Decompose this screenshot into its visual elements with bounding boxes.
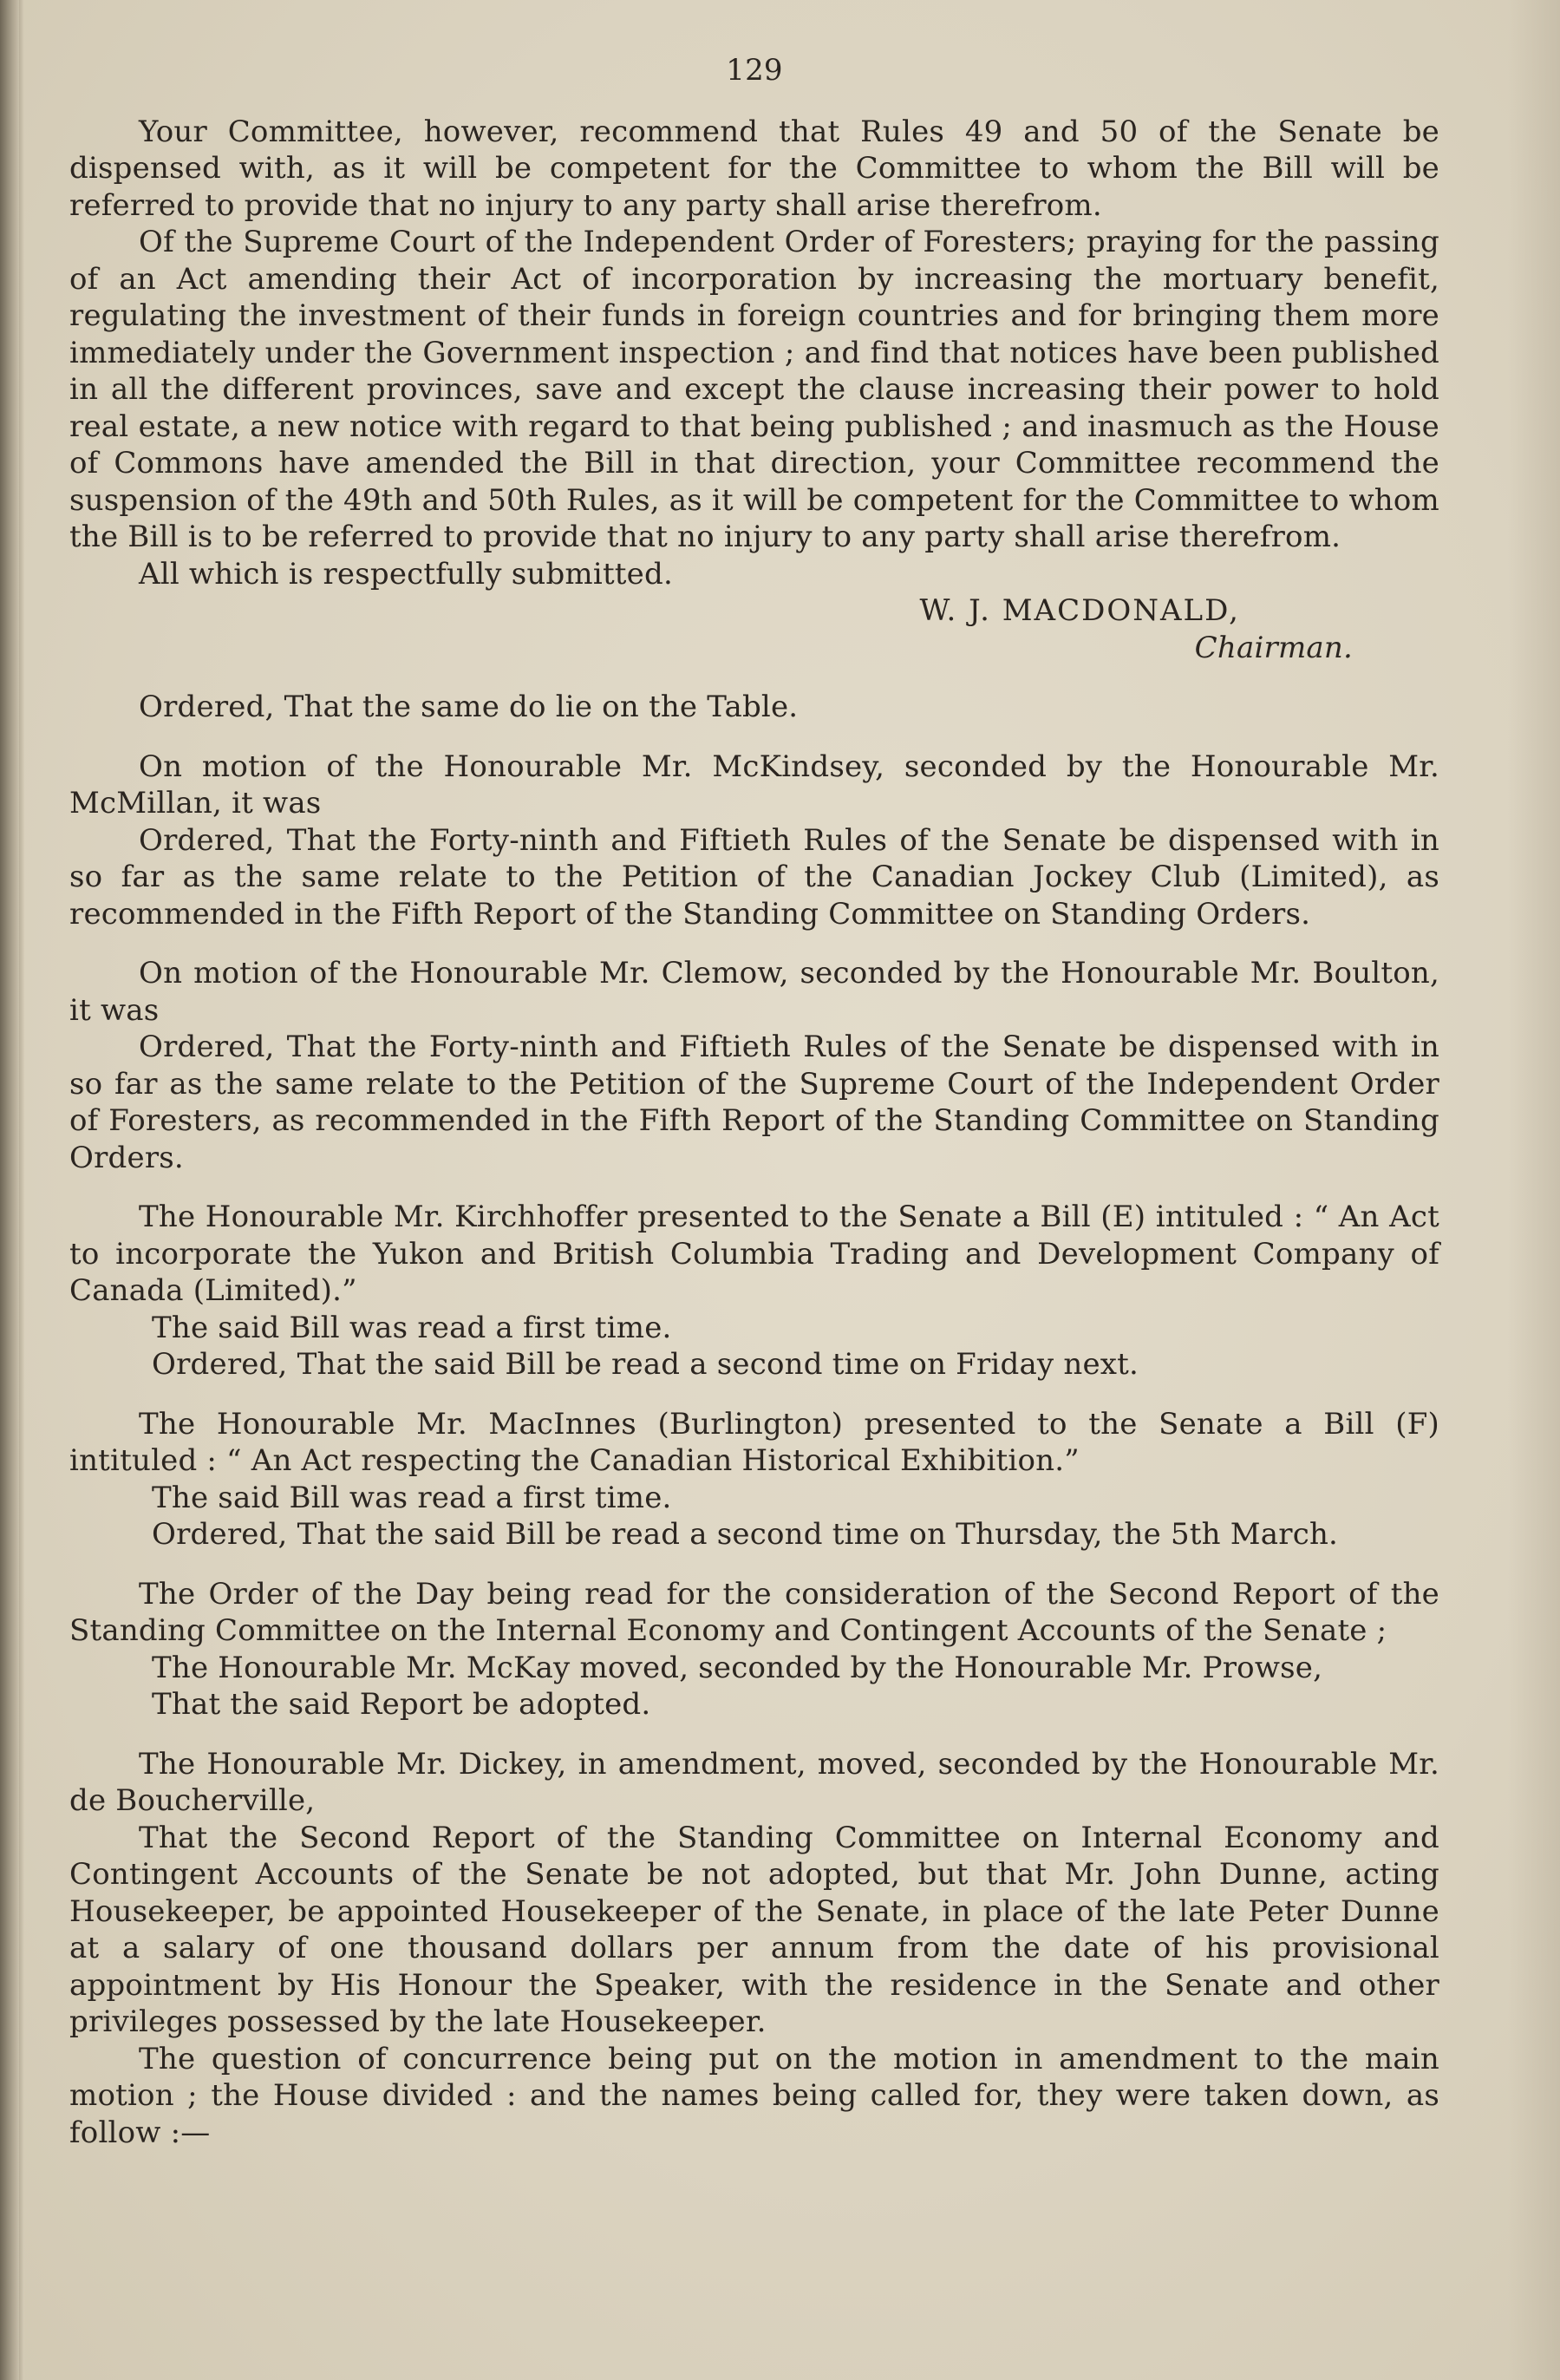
- paragraph-bill-f-second-reading: Ordered, That the said Bill be read a second time on Thursday, the 5th March.: [152, 1517, 1339, 1552]
- signature-name: W. J. MACDONALD,: [919, 593, 1240, 628]
- binding-gutter: [0, 0, 19, 2380]
- paragraph-submitted: All which is respectfully submitted.: [139, 556, 673, 592]
- paragraph-ordered-jockey-club: Ordered, That the Forty-ninth and Fiftieth Rules of the Senate be dispensed with in so far as the same relate to the Petition of the Canadian Jockey Club (Limited), as recommended in the Fifth Report of the Standing Committee on Standing Orders.: [69, 822, 1439, 932]
- paragraph-motion-clemow: On motion of the Honourable Mr. Clemow, seconded by the Honourable Mr. Boulton, it was: [69, 956, 1439, 1028]
- paragraph-motion-mckindsey: On motion of the Honourable Mr. McKindsey, seconded by the Honourable Mr. McMillan, it was: [69, 749, 1439, 821]
- paragraph-housekeeper-appointment: That the Second Report of the Standing Committee on Internal Economy and Contingent Accounts of the Senate be not adopted, but that Mr. John Dunne, acting Housekeeper, be appointed Housekeeper of the Senate, in place of the late Peter Dunne at a salary of one thousand dollars per annum from the date of his provisional appointment by His Honour the Speaker, with the residence in the Senate and other privileges possessed by the late Housekeeper.: [69, 1820, 1439, 2039]
- page-edge-shade: [1508, 0, 1560, 2380]
- signature-block: [69, 592, 1439, 666]
- paragraph-bill-e: The Honourable Mr. Kirchhoffer presented to the Senate a Bill (E) intituled : “ An Act to incorporate the Yukon and British Columbia Trading and Development Company of Canada (Limited).”: [69, 1200, 1439, 1308]
- paragraph-ordered-table: Ordered, That the same do lie on the Table.: [139, 690, 799, 724]
- paragraph-order-of-day: The Order of the Day being read for the consideration of the Second Report of the Standing Committee on the Internal Economy and Contingent Accounts of the Senate ;: [69, 1576, 1439, 1648]
- paragraph-house-divided: The question of concurrence being put on the motion in amendment to the main motion ; the House divided : and the names being called for, they were taken down, as follow :—: [69, 2041, 1439, 2150]
- binding-edge: [19, 0, 24, 2380]
- page-number: 129: [726, 53, 783, 88]
- paragraph-foresters-petition: Of the Supreme Court of the Independent Order of Foresters; praying for the passing of an Act amending their Act of incorporation by increasing the mortuary benefit, regulating the investment of their funds in foreign countries and for bringing them more immediately under the Government inspection ; and find that notices have been published in all the different provinces, save and except the clause increasing their power to hold real estate, a new notice with regard to that being published ; and inasmuch as the House of Commons have amended the Bill in that direction, your Committee recommend the suspension of the 49th and 50th Rules, as it will be competent for the Committee to whom the Bill is to be referred to provide that no injury to any party shall arise therefrom.: [69, 225, 1439, 554]
- page-content: [69, 52, 1439, 2151]
- paragraph-bill-f: The Honourable Mr. MacInnes (Burlington) presented to the Senate a Bill (F) intituled : “ An Act respecting the Canadian Historical Exhibition.”: [69, 1406, 1439, 1478]
- paragraph-bill-f-first-reading: The said Bill was read a first time.: [152, 1480, 672, 1515]
- paragraph-committee-recommendation: Your Committee, however, recommend that Rules 49 and 50 of the Senate be dispensed with, as it will be competent for the Committee to whom the Bill will be referred to provide that no injury to any party shall arise therefrom.: [69, 114, 1439, 223]
- paragraph-mckay-moved: The Honourable Mr. McKay moved, seconded by the Honourable Mr. Prowse,: [152, 1650, 1323, 1685]
- paragraph-dickey-amendment: The Honourable Mr. Dickey, in amendment, moved, seconded by the Honourable Mr. de Boucherville,: [69, 1746, 1439, 1818]
- paragraph-bill-e-first-reading: The said Bill was read a first time.: [152, 1310, 672, 1345]
- signature-title: Chairman.: [1194, 630, 1353, 665]
- paragraph-bill-e-second-reading: Ordered, That the said Bill be read a second time on Friday next.: [152, 1347, 1139, 1382]
- paragraph-report-adopted: That the said Report be adopted.: [152, 1687, 651, 1722]
- paragraph-ordered-foresters: Ordered, That the Forty-ninth and Fiftieth Rules of the Senate be dispensed with in so far as the same relate to the Petition of the Supreme Court of the Independent Order of Foresters, as recommended in the Fifth Report of the Standing Committee on Standing Orders.: [69, 1030, 1439, 1175]
